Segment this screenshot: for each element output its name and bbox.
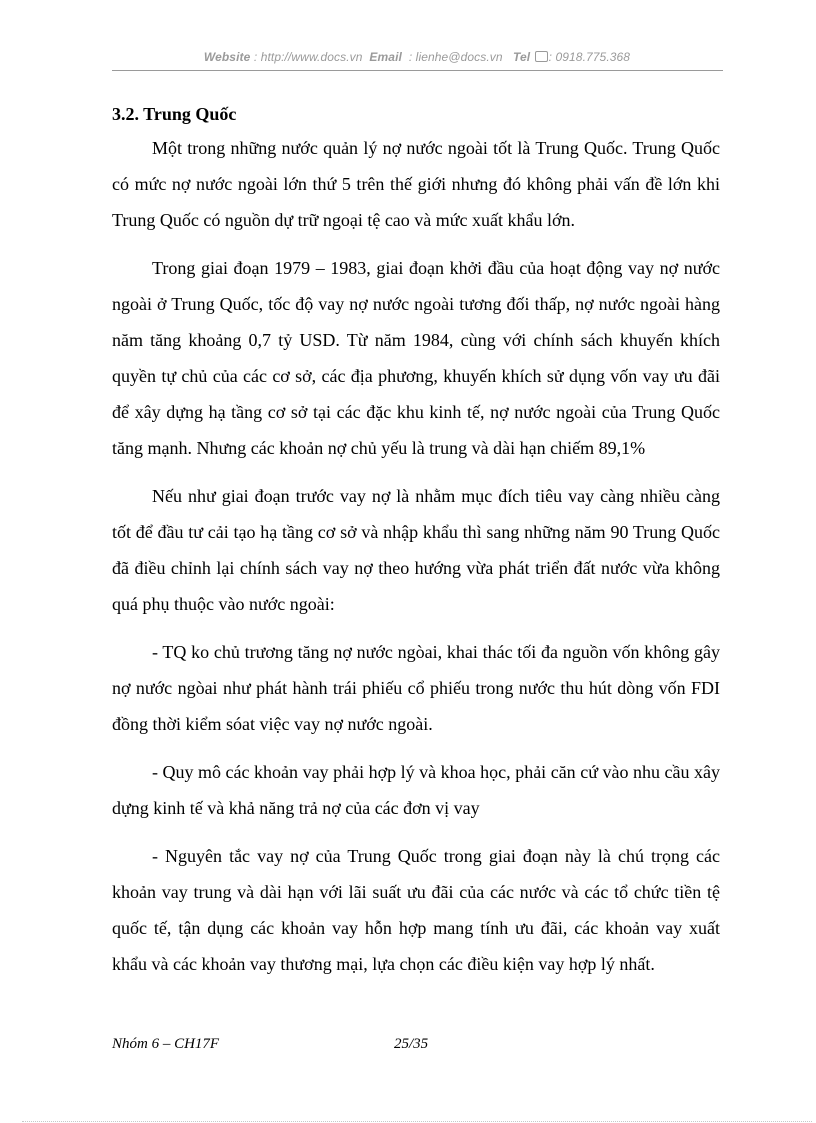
document-body [112, 98, 720, 994]
paragraph: Trong giai đoạn 1979 – 1983, giai đoạn khởi đầu của hoạt động vay nợ nước ngoài ở Trung Quốc, tốc độ vay nợ nước ngoài tương đối thấp, nợ nước ngoài hàng năm tăng khoảng 0,7 tỷ USD. Từ năm 1984, cùng với chính sách khuyến khích quyền tự chủ của các cơ sở, các địa phương, khuyến khích sử dụng vốn vay ưu đãi để xây dựng hạ tầng cơ sở tại các đặc khu kinh tế, nợ nước ngoài của Trung Quốc tăng mạnh. Nhưng các khoản nợ chủ yếu là trung và dài hạn chiếm 89,1% [112, 258, 720, 458]
page-number: 25/35 [394, 1036, 429, 1052]
email-label: Email [369, 50, 402, 64]
paragraph: Một trong những nước quản lý nợ nước ngoài tốt là Trung Quốc. Trung Quốc có mức nợ nước ngoài lớn thứ 5 trên thế giới nhưng đó không phải vấn đề lớn khi Trung Quốc có nguồn dự trữ ngoại tệ cao và mức xuất khẩu lớn. [112, 138, 720, 230]
bullet-paragraph: - TQ ko chủ trương tăng nợ nước ngòai, khai thác tối đa nguồn vốn không gây nợ nước ngòai như phát hành trái phiếu cổ phiếu trong nước thu hút dòng vốn FDI đồng thời kiểm sóat việc vay nợ nước ngoài. [112, 642, 720, 734]
page-bottom-divider [22, 1121, 812, 1122]
page-header [112, 50, 722, 64]
header-divider [112, 70, 723, 71]
bullet-paragraph: - Quy mô các khoản vay phải hợp lý và khoa học, phải căn cứ vào nhu cầu xây dựng kinh tế và khả năng trả nợ của các đơn vị vay [112, 762, 720, 818]
tel-value: : 0918.775.368 [548, 50, 631, 64]
bullet-paragraph: - Nguyên tắc vay nợ của Trung Quốc trong giai đoạn này là chú trọng các khoản vay trung và dài hạn với lãi suất ưu đãi của các nước và các tổ chức tiền tệ quốc tế, tận dụng các khoản vay hỗn hợp mang tính ưu đãi, các khoản vay xuất khẩu và các khoản vay thương mại, lựa chọn các điều kiện vay hợp lý nhất. [112, 846, 720, 974]
email-value: : lienhe@docs.vn [408, 50, 503, 64]
tel-label: Tel [512, 50, 531, 64]
phone-icon [535, 51, 548, 62]
footer-group-label: Nhóm 6 – CH17F [112, 1036, 220, 1052]
page-footer [112, 1036, 723, 1058]
paragraph: Nếu như giai đoạn trước vay nợ là nhằm mục đích tiêu vay càng nhiều càng tốt để đầu tư cải tạo hạ tầng cơ sở và nhập khẩu thì sang những năm 90 Trung Quốc đã điều chỉnh lại chính sách vay nợ theo hướng vừa phát triển đất nước vừa không quá phụ thuộc vào nước ngoài: [112, 486, 720, 614]
website-value: : http://www.docs.vn [253, 50, 363, 64]
section-title: 3.2. Trung Quốc [112, 104, 237, 124]
website-label: Website [203, 50, 251, 64]
